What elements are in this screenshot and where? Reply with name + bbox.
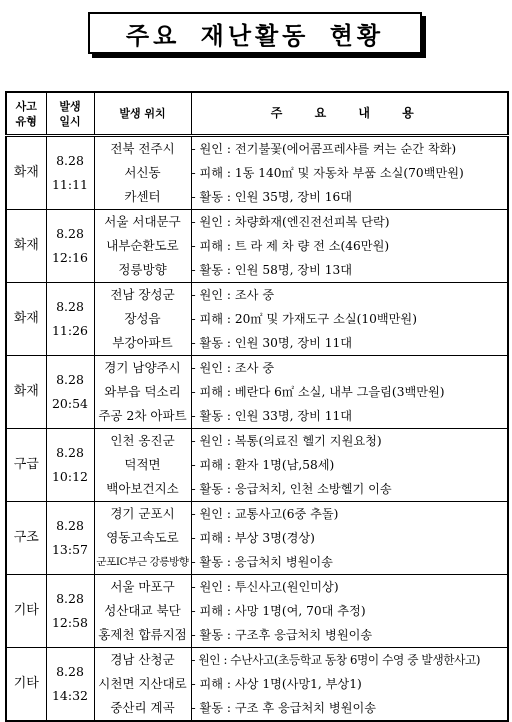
table-row (6, 648, 508, 722)
incident-location (94, 429, 191, 502)
location-line-1: 서울 서대문구 (104, 214, 181, 229)
incident-location (94, 136, 191, 210)
location-line-2: 영동고속도로 (106, 530, 179, 545)
incident-date: 8.28 (56, 299, 84, 314)
incident-details (191, 283, 508, 356)
detail-damage: - 피해 : 1동 140㎡ 및 자동차 부품 소실(70백만원) (191, 166, 464, 180)
disaster-activity-table (5, 91, 509, 722)
table-header-row (6, 92, 508, 136)
detail-activity: - 활동 : 인원 35명, 장비 16대 (191, 190, 353, 204)
location-line-3: 백아보건지소 (106, 481, 179, 496)
header-time-line-1: 발생 (59, 99, 81, 113)
incident-time (46, 356, 94, 429)
header-type-line-2: 유형 (15, 114, 37, 128)
incident-clock: 12:16 (51, 250, 89, 265)
location-line-1: 경기 남양주시 (104, 360, 181, 375)
detail-activity: - 활동 : 응급처치 병원이송 (191, 555, 333, 569)
incident-details (191, 429, 508, 502)
location-line-3: 카센터 (124, 189, 161, 204)
table-body (6, 136, 508, 722)
table-row (6, 356, 508, 429)
detail-activity: - 활동 : 인원 58명, 장비 13대 (191, 263, 353, 277)
detail-damage: - 피해 : 환자 1명(남,58세) (191, 458, 335, 472)
incident-time (46, 210, 94, 283)
incident-type: 화재 (6, 356, 46, 429)
incident-date: 8.28 (56, 226, 84, 241)
incident-location (94, 210, 191, 283)
detail-activity: - 활동 : 인원 30명, 장비 11대 (191, 336, 353, 350)
detail-cause: - 원인 : 투신사고(원인미상) (191, 580, 339, 594)
header-type (6, 92, 46, 136)
table-row (6, 502, 508, 575)
incident-date: 8.28 (56, 591, 84, 606)
detail-cause: - 원인 : 수난사고(초등학교 동창 6명이 수영 중 발생한사고) (191, 653, 481, 667)
location-line-2: 내부순환도로 (106, 238, 179, 253)
incident-type: 기타 (6, 575, 46, 648)
header-content: 주 요 내 용 (191, 92, 508, 136)
detail-cause: - 원인 : 교통사고(6중 추돌) (191, 507, 339, 521)
incident-details (191, 575, 508, 648)
location-line-1: 경기 군포시 (110, 506, 175, 521)
location-line-2: 시천면 지산대로 (98, 676, 187, 691)
incident-time (46, 575, 94, 648)
location-line-1: 전북 전주시 (110, 141, 175, 156)
incident-details (191, 502, 508, 575)
title-box (88, 12, 422, 54)
location-line-3: 정릉방향 (118, 262, 167, 277)
incident-clock: 13:57 (51, 542, 89, 557)
incident-type: 구급 (6, 429, 46, 502)
incident-location (94, 502, 191, 575)
incident-clock: 10:12 (51, 469, 89, 484)
table-row (6, 136, 508, 210)
detail-activity: - 활동 : 구조후 응급처치 병원이송 (191, 628, 373, 642)
location-line-2: 서신동 (124, 165, 161, 180)
incident-location (94, 283, 191, 356)
incident-location (94, 575, 191, 648)
incident-clock: 11:11 (51, 177, 89, 192)
location-line-3: 군포IC부근 강릉방향 (96, 556, 189, 568)
location-line-1: 경남 산청군 (110, 652, 175, 667)
incident-type: 화재 (6, 210, 46, 283)
incident-time (46, 429, 94, 502)
location-line-2: 와부읍 덕소리 (104, 384, 181, 399)
location-line-1: 서울 마포구 (110, 579, 175, 594)
incident-type: 화재 (6, 283, 46, 356)
detail-cause: - 원인 : 전기불꽃(에어콤프레샤를 켜는 순간 착화) (191, 142, 457, 156)
incident-location (94, 356, 191, 429)
incident-clock: 14:32 (51, 688, 89, 703)
detail-activity: - 활동 : 구조 후 응급처치 병원이송 (191, 701, 377, 715)
location-line-3: 홍제천 합류지점 (98, 627, 187, 642)
incident-time (46, 283, 94, 356)
detail-cause: - 원인 : 복통(의료진 헬기 지원요청) (191, 434, 382, 448)
table-row (6, 210, 508, 283)
incident-location (94, 648, 191, 722)
detail-cause: - 원인 : 조사 중 (191, 361, 275, 375)
header-location: 발생 위치 (94, 92, 191, 136)
location-line-1: 인천 옹진군 (110, 433, 175, 448)
location-line-3: 주공 2차 아파트 (98, 408, 187, 423)
incident-date: 8.28 (56, 153, 84, 168)
incident-date: 8.28 (56, 664, 84, 679)
header-time (46, 92, 94, 136)
location-line-2: 성산대교 북단 (104, 603, 181, 618)
incident-date: 8.28 (56, 372, 84, 387)
incident-type: 구조 (6, 502, 46, 575)
detail-activity: - 활동 : 응급처치, 인천 소방헬기 이송 (191, 482, 392, 496)
incident-type: 화재 (6, 136, 46, 210)
incident-details (191, 136, 508, 210)
incident-date: 8.28 (56, 445, 84, 460)
detail-damage: - 피해 : 20㎡ 및 가재도구 소실(10백만원) (191, 312, 417, 326)
incident-clock: 12:58 (51, 615, 89, 630)
detail-cause: - 원인 : 조사 중 (191, 288, 275, 302)
detail-cause: - 원인 : 차량화재(엔진전선피복 단락) (191, 215, 390, 229)
detail-damage: - 피해 : 부상 3명(경상) (191, 531, 315, 545)
detail-damage: - 피해 : 트 라 제 차 량 전 소(46만원) (191, 239, 390, 253)
incident-details (191, 356, 508, 429)
detail-activity: - 활동 : 인원 33명, 장비 11대 (191, 409, 353, 423)
table-row (6, 283, 508, 356)
table-row (6, 575, 508, 648)
detail-damage: - 피해 : 사상 1명(사망1, 부상1) (191, 677, 362, 691)
incident-time (46, 502, 94, 575)
detail-damage: - 피해 : 베란다 6㎡ 소실, 내부 그을림(3백만원) (191, 385, 445, 399)
incident-details (191, 210, 508, 283)
location-line-2: 장성읍 (124, 311, 161, 326)
location-line-2: 덕적면 (124, 457, 161, 472)
incident-time (46, 648, 94, 722)
location-line-3: 부강아파트 (112, 335, 173, 350)
incident-clock: 11:26 (51, 323, 89, 338)
incident-type: 기타 (6, 648, 46, 722)
header-time-line-2: 일시 (59, 114, 81, 128)
detail-damage: - 피해 : 사망 1명(여, 70대 추정) (191, 604, 366, 618)
header-type-line-1: 사고 (15, 99, 37, 113)
table-row (6, 429, 508, 502)
incident-details (191, 648, 508, 722)
location-line-1: 전남 장성군 (110, 287, 175, 302)
page-title: 주요 재난활동 현황 (125, 21, 385, 50)
incident-date: 8.28 (56, 518, 84, 533)
location-line-3: 중산리 계곡 (110, 700, 175, 715)
incident-clock: 20:54 (51, 396, 89, 411)
incident-time (46, 136, 94, 210)
